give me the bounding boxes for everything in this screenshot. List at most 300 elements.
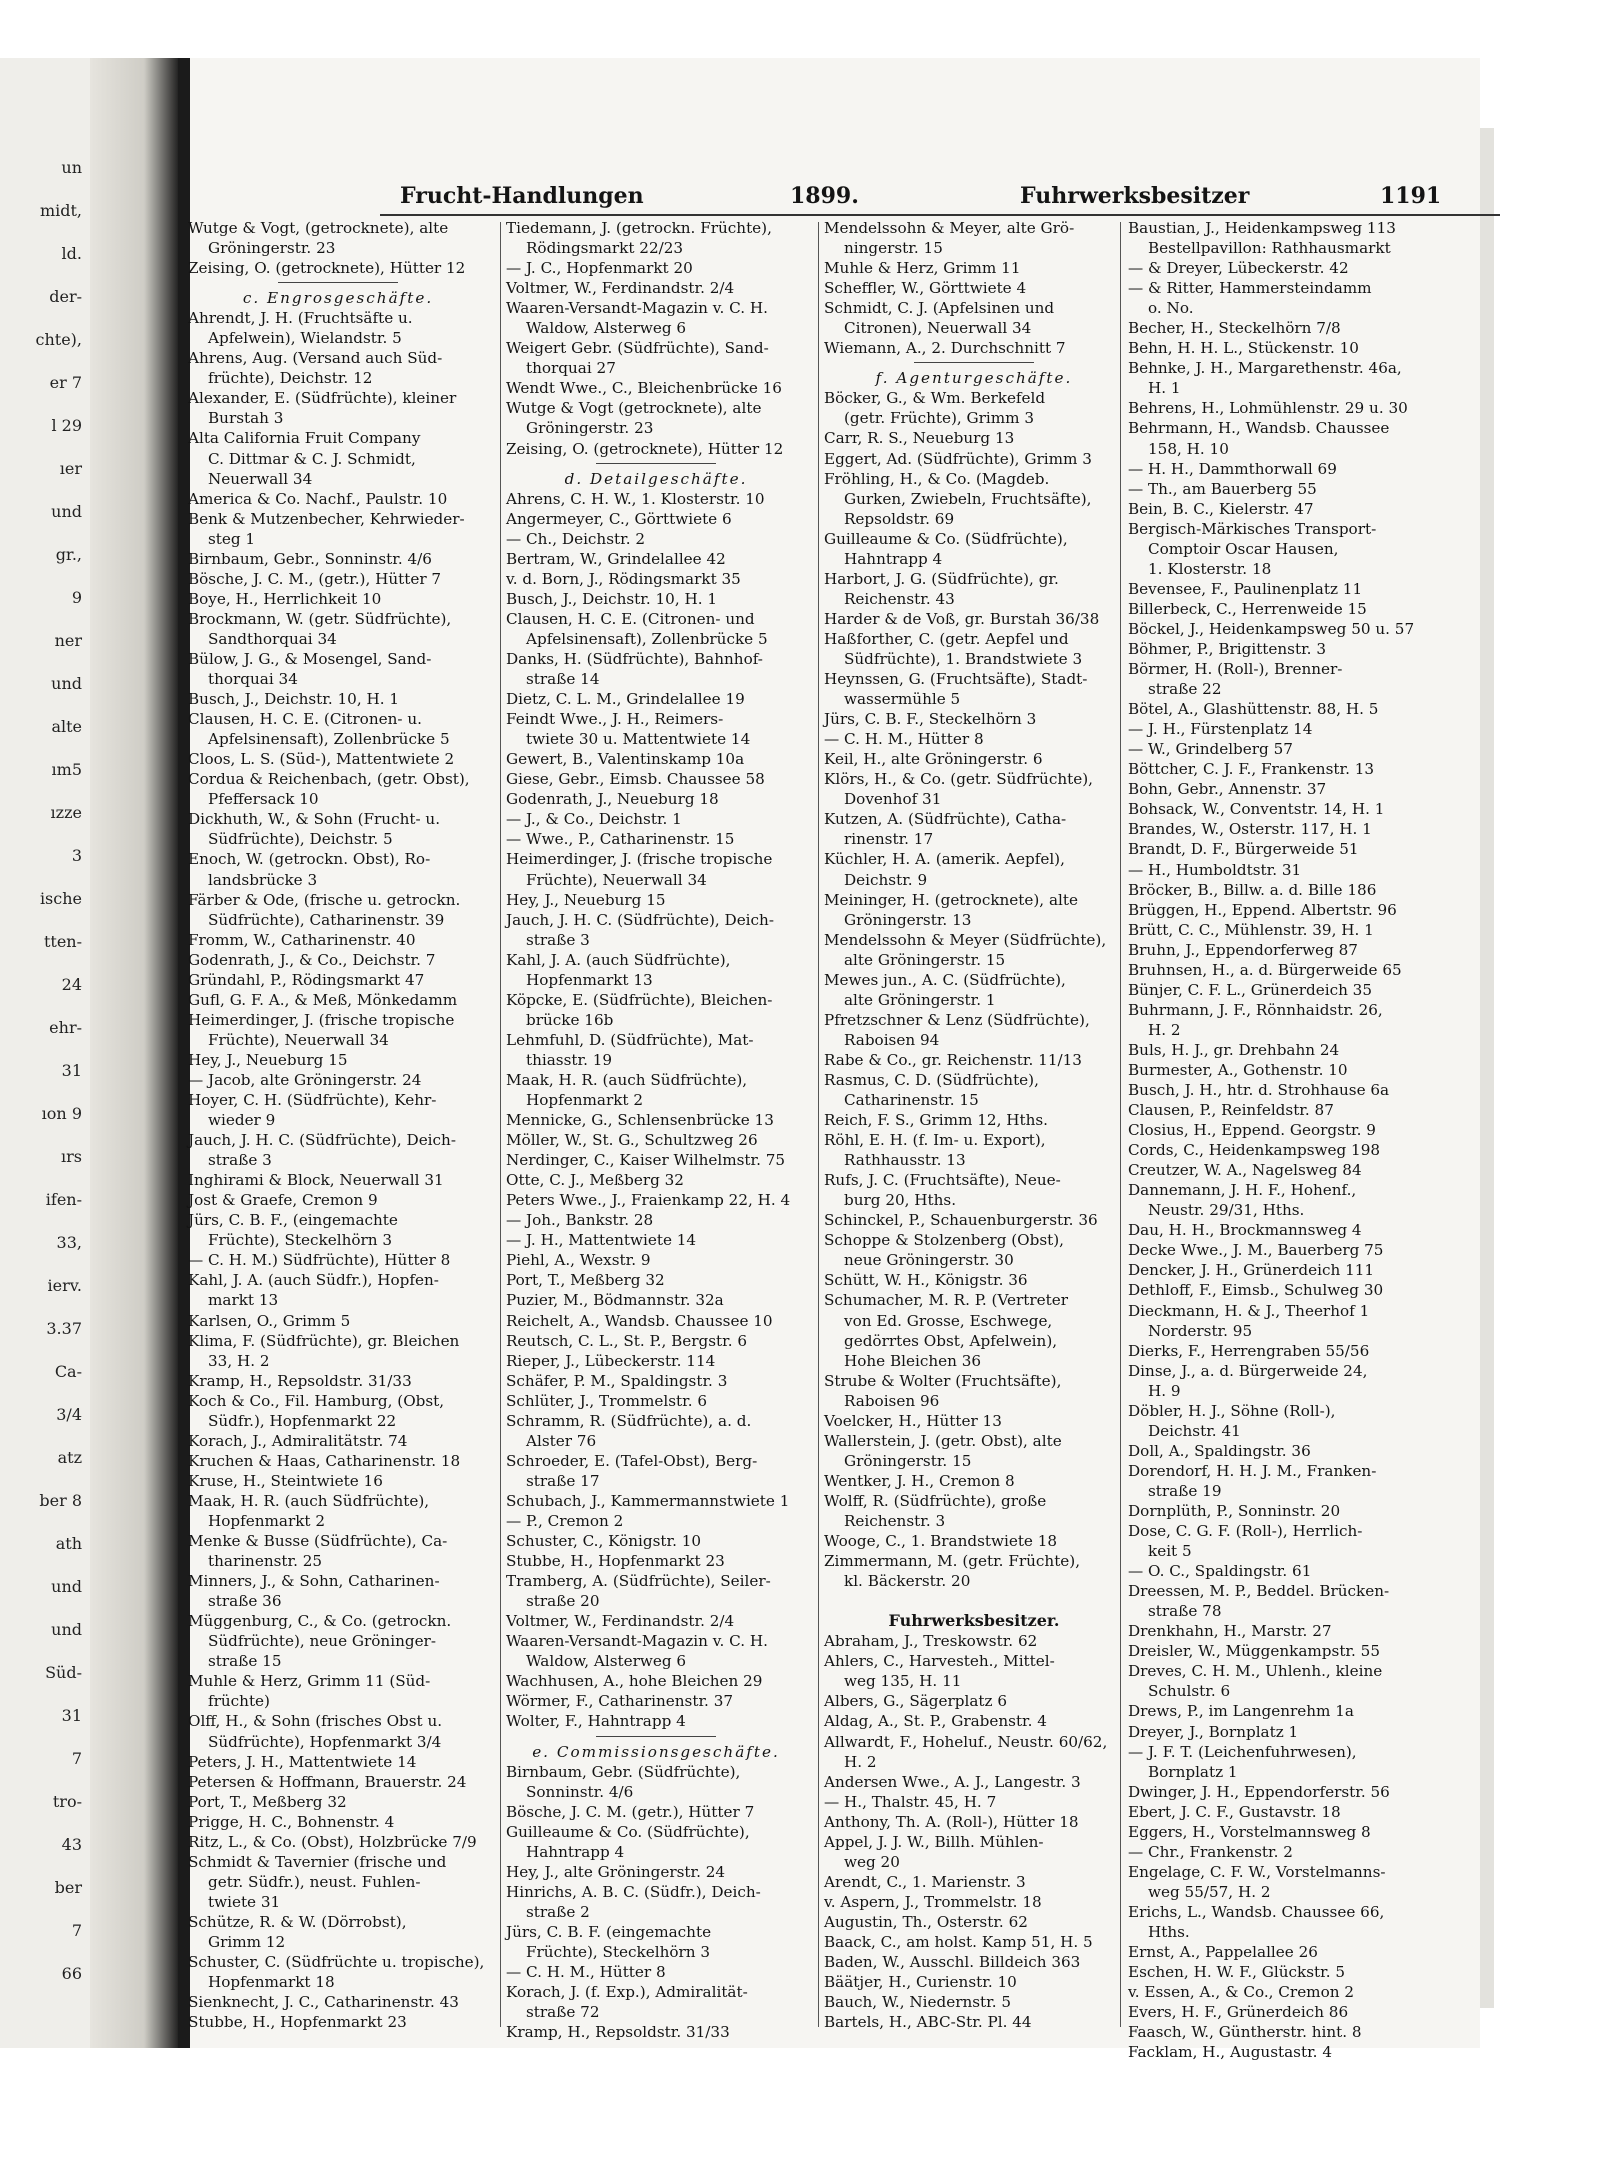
section-rule: [824, 358, 1124, 368]
directory-entry: Ahrens, Aug. (Versand auch Süd-: [188, 349, 443, 368]
directory-entry: Böttcher, C. J. F., Frankenstr. 13: [1128, 760, 1375, 779]
directory-entry: Koch & Co., Fil. Hamburg, (Obst,: [188, 1391, 445, 1410]
directory-entry: Ernst, A., Pappelallee 26: [1128, 1943, 1318, 1962]
entry-continuation: kl. Bäckerstr. 20: [844, 1572, 971, 1591]
facing-page-fragment: und: [51, 1577, 82, 1596]
entry-continuation: von Ed. Grosse, Eschwege,: [844, 1311, 1053, 1330]
directory-entry: Bünjer, C. F. L., Grünerdeich 35: [1128, 980, 1373, 999]
page-number: 1191: [1380, 183, 1442, 209]
entry-continuation: markt 13: [208, 1291, 279, 1310]
entry-continuation: Deichstr. 9: [844, 870, 928, 889]
directory-entry: Korach, J., Admiralitätstr. 74: [188, 1431, 408, 1450]
entry-continuation: Neuerwall 34: [208, 469, 313, 488]
directory-entry: Schuster, C., Königstr. 10: [506, 1532, 702, 1551]
entry-continuation: Hopfenmarkt 13: [526, 970, 653, 989]
entry-continuation: (getr. Früchte), Grimm 3: [844, 409, 1035, 428]
directory-entry: Weigert Gebr. (Südfrüchte), Sand-: [506, 339, 769, 358]
directory-entry: Petersen & Hoffmann, Brauerstr. 24: [188, 1772, 467, 1791]
directory-entry: — W., Grindelberg 57: [1128, 740, 1293, 759]
directory-entry: Cords, C., Heidenkampsweg 198: [1128, 1141, 1381, 1160]
directory-entry: Mendelssohn & Meyer (Südfrüchte),: [824, 930, 1107, 949]
directory-entry: v. Aspern, J., Trommelstr. 18: [824, 1892, 1042, 1911]
directory-entry: Billerbeck, C., Herrenweide 15: [1128, 599, 1367, 618]
header-section-right: Fuhrwerksbesitzer: [1020, 183, 1250, 209]
directory-entry: Feindt Wwe., J. H., Reimers-: [506, 710, 724, 729]
facing-page-fragment: 31: [61, 1061, 82, 1080]
directory-entry: — C. H. M.) Südfrüchte), Hütter 8: [188, 1251, 451, 1270]
facing-page-fragment: ım5: [51, 760, 82, 779]
entry-continuation: Früchte), Steckelhörn 3: [526, 1942, 711, 1961]
directory-entry: Piehl, A., Wexstr. 9: [506, 1251, 651, 1270]
directory-entry: Brockmann, W. (getr. Südfrüchte),: [188, 609, 452, 628]
facing-page-fragment: chte),: [35, 330, 82, 349]
directory-entry: — H., Thalstr. 45, H. 7: [824, 1792, 997, 1811]
section-rule: [506, 1732, 806, 1742]
entry-continuation: Alster 76: [526, 1431, 597, 1450]
entry-continuation: Südfrüchte), Hopfenmarkt 3/4: [208, 1732, 442, 1751]
directory-entry: Hinrichs, A. B. C. (Südfr.), Deich-: [506, 1882, 761, 1901]
directory-entry: Gewert, B., Valentinskamp 10a: [506, 750, 745, 769]
directory-entry: Heimerdinger, J. (frische tropische: [188, 1010, 455, 1029]
entry-continuation: straße 3: [526, 930, 590, 949]
entry-continuation: Norderstr. 95: [1148, 1321, 1253, 1340]
entry-continuation: Apfelsinensaft), Zollenbrücke 5: [526, 629, 768, 648]
directory-entry: Bohsack, W., Conventstr. 14, H. 1: [1128, 800, 1385, 819]
facing-page-fragment: Süd-: [45, 1663, 82, 1682]
directory-entry: — Chr., Frankenstr. 2: [1128, 1842, 1293, 1861]
entry-continuation: straße 17: [526, 1471, 600, 1490]
directory-entry: Dose, C. G. F. (Roll-), Herrlich-: [1128, 1522, 1363, 1541]
directory-entry: Tramberg, A. (Südfrüchte), Seiler-: [506, 1572, 771, 1591]
entry-continuation: Repsoldstr. 69: [844, 509, 955, 528]
directory-entry: Dornplüth, P., Sonninstr. 20: [1128, 1502, 1341, 1520]
directory-entry: — & Ritter, Hammersteindamm: [1128, 279, 1372, 298]
directory-entry: Fromm, W., Catharinenstr. 40: [188, 930, 416, 949]
directory-entry: Giese, Gebr., Eimsb. Chaussee 58: [506, 770, 765, 789]
directory-entry: Bösche, J. C. M., (getr.), Hütter 7: [188, 569, 442, 588]
entry-continuation: 158, H. 10: [1148, 439, 1229, 458]
facing-page-fragment: ıer: [59, 459, 82, 478]
entry-continuation: wieder 9: [208, 1111, 276, 1130]
entry-continuation: Gröningerstr. 23: [208, 239, 336, 258]
header-rule: [380, 214, 1500, 216]
directory-entry: Wallerstein, J. (getr. Obst), alte: [824, 1431, 1062, 1450]
directory-entry: Birnbaum, Gebr., Sonninstr. 4/6: [188, 549, 432, 568]
directory-entry: Kahl, J. A. (auch Südfrüchte),: [506, 950, 731, 969]
directory-entry: Baustian, J., Heidenkampsweg 113: [1128, 219, 1396, 237]
directory-entry: Döbler, H. J., Söhne (Roll-),: [1128, 1401, 1336, 1420]
directory-entry: — J. C., Hopfenmarkt 20: [506, 259, 693, 278]
directory-entry: — C. H. M., Hütter 8: [824, 730, 984, 749]
directory-entry: Prigge, H. C., Bohnenstr. 4: [188, 1812, 395, 1831]
entry-continuation: thorquai 27: [526, 359, 616, 378]
directory-entry: Harbort, J. G. (Südfrüchte), gr.: [824, 569, 1059, 588]
directory-entry: Eggers, H., Vorstelmannsweg 8: [1128, 1822, 1371, 1841]
directory-entry: Schütze, R. & W. (Dörrobst),: [188, 1912, 407, 1931]
directory-entry: Rieper, J., Lübeckerstr. 114: [506, 1351, 716, 1370]
directory-entry: Arendt, C., 1. Marienstr. 3: [824, 1872, 1026, 1891]
directory-entry: Ritz, L., & Co. (Obst), Holzbrücke 7/9: [188, 1832, 477, 1851]
directory-entry: — H., Humboldtstr. 31: [1128, 860, 1302, 879]
directory-entry: Cloos, L. S. (Süd-), Mattentwiete 2: [188, 750, 455, 769]
entry-continuation: H. 2: [1148, 1020, 1181, 1039]
directory-entry: Bergisch-Märkisches Transport-: [1128, 519, 1377, 538]
directory-entry: v. Essen, A., & Co., Cremon 2: [1128, 1983, 1354, 2002]
directory-entry: Dencker, J. H., Grünerdeich 111: [1128, 1261, 1375, 1280]
facing-page-fragment: ızze: [50, 803, 82, 822]
directory-entry: Kahl, J. A. (auch Südfr.), Hopfen-: [188, 1271, 439, 1290]
entry-continuation: früchte), Deichstr. 12: [208, 369, 373, 388]
directory-entry: Jost & Graefe, Cremon 9: [188, 1191, 378, 1210]
directory-entry: Cordua & Reichenbach, (getr. Obst),: [188, 770, 470, 789]
facing-page-fragment: ber 8: [39, 1491, 82, 1510]
directory-entry: Dreves, C. H. M., Uhlenh., kleine: [1128, 1662, 1383, 1681]
directory-entry: Albers, G., Sägerplatz 6: [824, 1692, 1007, 1711]
directory-entry: Mendelssohn & Meyer, alte Grö-: [824, 219, 1075, 237]
facing-page-fragment: 33,: [56, 1233, 82, 1252]
directory-entry: Zimmermann, M. (getr. Früchte),: [824, 1552, 1081, 1571]
directory-entry: Dierks, F., Herrengraben 55/56: [1128, 1341, 1370, 1360]
entry-continuation: Hths.: [1148, 1922, 1190, 1941]
directory-entry: Wolff, R. (Südfrüchte), große: [824, 1491, 1047, 1510]
directory-entry: Zeising, O. (getrocknete), Hütter 12: [506, 439, 784, 458]
directory-entry: Doll, A., Spaldingstr. 36: [1128, 1441, 1311, 1460]
directory-entry: Heimerdinger, J. (frische tropische: [506, 850, 773, 869]
facing-page-fragment: ische: [39, 889, 82, 908]
directory-entry: Köpcke, E. (Südfrüchte), Bleichen-: [506, 990, 773, 1009]
entry-continuation: früchte): [208, 1692, 270, 1711]
directory-entry: Bröcker, B., Billw. a. d. Bille 186: [1128, 880, 1377, 899]
directory-entry: — H. H., Dammthorwall 69: [1128, 459, 1337, 478]
directory-entry: Dorendorf, H. H. J. M., Franken-: [1128, 1461, 1377, 1480]
directory-entry: Engelage, C. F. W., Vorstelmanns-: [1128, 1862, 1386, 1881]
entry-continuation: straße 14: [526, 670, 600, 689]
directory-entry: Tiedemann, J. (getrockn. Früchte),: [506, 219, 772, 237]
directory-entry: Fröhling, H., & Co. (Magdeb.: [824, 469, 1050, 488]
directory-entry: Mennicke, G., Schlensenbrücke 13: [506, 1111, 774, 1130]
directory-entry: Keil, H., alte Gröningerstr. 6: [824, 750, 1043, 769]
directory-entry: Küchler, H. A. (amerik. Aepfel),: [824, 850, 1065, 869]
directory-entry: Buls, H. J., gr. Drehbahn 24: [1128, 1040, 1340, 1059]
directory-entry: Faasch, W., Güntherstr. hint. 8: [1128, 2023, 1362, 2042]
directory-entry: Ahlers, C., Harvesteh., Mittel-: [824, 1652, 1055, 1671]
directory-entry: Voltmer, W., Ferdinandstr. 2/4: [506, 1612, 735, 1631]
entry-continuation: Raboisen 94: [844, 1030, 940, 1049]
directory-entry: Dau, H. H., Brockmannsweg 4: [1128, 1221, 1362, 1240]
entry-continuation: Apfelsinensaft), Zollenbrücke 5: [208, 730, 450, 749]
directory-entry: Dickhuth, W., & Sohn (Frucht- u.: [188, 810, 441, 829]
section-heading: f. Agenturgeschäfte.: [875, 369, 1073, 388]
directory-entry: Bertram, W., Grindelallee 42: [506, 549, 726, 568]
entry-continuation: alte Gröningerstr. 15: [844, 950, 1006, 969]
entry-continuation: alte Gröningerstr. 1: [844, 990, 996, 1009]
entry-continuation: C. Dittmar & C. J. Schmidt,: [208, 449, 416, 468]
directory-entry: Maak, H. R. (auch Südfrüchte),: [506, 1070, 748, 1089]
entry-continuation: weg 20: [844, 1852, 900, 1871]
directory-entry: Wutge & Vogt (getrocknete), alte: [506, 399, 762, 418]
directory-entry: Behrmann, H., Wandsb. Chaussee: [1128, 419, 1390, 438]
directory-entry: Dannemann, J. H. F., Hohenf.,: [1128, 1181, 1357, 1200]
entry-continuation: Citronen), Neuerwall 34: [844, 319, 1032, 338]
directory-entry: Clausen, H. C. E. (Citronen- u.: [188, 710, 422, 729]
entry-continuation: Bestellpavillon: Rathhausmarkt: [1148, 239, 1391, 258]
directory-entry: Dreisler, W., Müggenkampstr. 55: [1128, 1642, 1380, 1661]
entry-continuation: Früchte), Neuerwall 34: [208, 1030, 389, 1049]
entry-continuation: Hopfenmarkt 18: [208, 1973, 335, 1992]
directory-entry: Reutsch, C. L., St. P., Bergstr. 6: [506, 1331, 748, 1350]
directory-entry: Allwardt, F., Hoheluf., Neustr. 60/62,: [824, 1732, 1108, 1751]
entry-continuation: twiete 31: [208, 1892, 281, 1911]
directory-entry: Karlsen, O., Grimm 5: [188, 1311, 351, 1330]
facing-page-fragment: gr.,: [55, 545, 82, 564]
book-gutter: [90, 58, 180, 2048]
entry-continuation: H. 1: [1148, 379, 1181, 398]
entry-continuation: Waldow, Alsterweg 6: [526, 1652, 687, 1671]
directory-entry: Peters, J. H., Mattentwiete 14: [188, 1752, 417, 1771]
directory-entry: Gründahl, P., Rödingsmarkt 47: [188, 970, 425, 989]
directory-entry: — C. H. M., Hütter 8: [506, 1963, 666, 1982]
directory-entry: Carr, R. S., Neueburg 13: [824, 429, 1015, 448]
spacer: [824, 1591, 1124, 1611]
directory-entry: Börmer, H. (Roll-), Brenner-: [1128, 660, 1343, 679]
facing-page-fragment: ber: [54, 1878, 82, 1897]
entry-continuation: Rödingsmarkt 22/23: [526, 239, 684, 258]
entry-continuation: keit 5: [1148, 1542, 1192, 1561]
directory-entry: Lehmfuhl, D. (Südfrüchte), Mat-: [506, 1030, 754, 1049]
entry-continuation: Hahntrapp 4: [844, 549, 943, 568]
directory-entry: Möller, W., St. G., Schultzweg 26: [506, 1131, 758, 1150]
directory-entry: Alta California Fruit Company: [188, 429, 421, 448]
directory-entry: — O. C., Spaldingstr. 61: [1128, 1562, 1312, 1581]
facing-page-fragment: tten-: [43, 932, 82, 951]
directory-entry: Muhle & Herz, Grimm 11 (Süd-: [188, 1672, 431, 1691]
running-header: [210, 183, 1442, 213]
directory-entry: Eggert, Ad. (Südfrüchte), Grimm 3: [824, 449, 1092, 468]
directory-entry: Reichelt, A., Wandsb. Chaussee 10: [506, 1311, 773, 1330]
directory-entry: Stubbe, H., Hopfenmarkt 23: [188, 2013, 407, 2032]
entry-continuation: straße 22: [1148, 680, 1222, 699]
directory-entry: Andersen Wwe., A. J., Langestr. 3: [824, 1772, 1081, 1791]
directory-entry: Puzier, M., Bödmannstr. 32a: [506, 1291, 724, 1310]
directory-entry: Schmidt, C. J. (Apfelsinen und: [824, 299, 1055, 318]
directory-entry: Busch, J., Deichstr. 10, H. 1: [506, 589, 718, 608]
directory-entry: Bruhn, J., Eppendorferweg 87: [1128, 940, 1358, 959]
directory-entry: Dreyer, J., Bornplatz 1: [1128, 1722, 1299, 1741]
directory-entry: Behn, H. H. L., Stückenstr. 10: [1128, 339, 1359, 358]
directory-entry: Bösche, J. C. M. (getr.), Hütter 7: [506, 1802, 755, 1821]
directory-entry: Stubbe, H., Hopfenmarkt 23: [506, 1552, 725, 1571]
entry-continuation: Südfrüchte), neue Gröninger-: [208, 1632, 436, 1651]
directory-entry: Busch, J., Deichstr. 10, H. 1: [188, 690, 400, 709]
facing-page-fragment: 9: [71, 588, 82, 607]
directory-entry: Decke Wwe., J. M., Bauerberg 75: [1128, 1241, 1384, 1260]
facing-page-fragment: 3/4: [56, 1405, 82, 1424]
directory-entry: Bohn, Gebr., Annenstr. 37: [1128, 780, 1327, 799]
directory-entry: Kruchen & Haas, Catharinenstr. 18: [188, 1451, 461, 1470]
directory-entry: Schütt, W. H., Königstr. 36: [824, 1271, 1028, 1290]
entry-continuation: Comptoir Oscar Hausen,: [1148, 539, 1339, 558]
directory-entry: Kramp, H., Repsoldstr. 31/33: [188, 1371, 412, 1390]
directory-entry: Guilleaume & Co. (Südfrüchte),: [824, 529, 1068, 548]
directory-entry: Färber & Ode, (frische u. getrockn.: [188, 890, 461, 909]
directory-entry: Röhl, E. H. (f. Im- u. Export),: [824, 1131, 1046, 1150]
facing-page-fragment: der-: [49, 287, 82, 306]
directory-entry: — J. H., Fürstenplatz 14: [1128, 720, 1313, 739]
directory-entry: Strube & Wolter (Fruchtsäfte),: [824, 1371, 1062, 1390]
directory-column-4: [1128, 218, 1428, 2062]
entry-continuation: 33, H. 2: [208, 1351, 270, 1370]
entry-continuation: Hopfenmarkt 2: [208, 1512, 326, 1530]
section-heading: e. Commissionsgeschäfte.: [532, 1742, 780, 1761]
directory-entry: Rufs, J. C. (Fruchtsäfte), Neue-: [824, 1171, 1061, 1190]
directory-entry: Creutzer, W. A., Nagelsweg 84: [1128, 1161, 1362, 1180]
directory-entry: Bauch, W., Niedernstr. 5: [824, 1993, 1012, 2012]
entry-continuation: H. 2: [844, 1752, 877, 1771]
entry-continuation: thorquai 34: [208, 670, 298, 689]
directory-entry: Schoppe & Stolzenberg (Obst),: [824, 1231, 1064, 1250]
facing-page-fragment: ierv.: [47, 1276, 82, 1295]
entry-continuation: straße 15: [208, 1652, 282, 1671]
entry-continuation: thiasstr. 19: [526, 1050, 613, 1069]
entry-continuation: ningerstr. 15: [844, 239, 943, 258]
entry-continuation: Hahntrapp 4: [526, 1842, 625, 1861]
directory-entry: Sienknecht, J. C., Catharinenstr. 43: [188, 1993, 459, 2012]
directory-entry: Godenrath, J., & Co., Deichstr. 7: [188, 950, 436, 969]
entry-continuation: twiete 30 u. Mattentwiete 14: [526, 730, 751, 749]
entry-continuation: Grimm 12: [208, 1932, 286, 1951]
facing-page-fragment: ner: [54, 631, 82, 650]
directory-entry: Maak, H. R. (auch Südfrüchte),: [188, 1491, 430, 1510]
directory-entry: — Joh., Bankstr. 28: [506, 1211, 654, 1230]
directory-column-3: [824, 218, 1124, 2048]
entry-continuation: rinenstr. 17: [844, 830, 934, 849]
directory-entry: Dietz, C. L. M., Grindelallee 19: [506, 690, 745, 709]
entry-continuation: gedörrtes Obst, Apfelwein),: [844, 1331, 1058, 1350]
directory-entry: Wutge & Vogt, (getrocknete), alte: [188, 219, 449, 237]
directory-entry: Pfretzschner & Lenz (Südfrüchte),: [824, 1010, 1090, 1029]
entry-continuation: Sonninstr. 4/6: [526, 1782, 634, 1801]
facing-page-fragment: ath: [55, 1534, 82, 1553]
directory-entry: Burmester, A., Gothenstr. 10: [1128, 1060, 1348, 1079]
header-section-left: Frucht-Handlungen: [400, 183, 644, 209]
directory-entry: Olff, H., & Sohn (frisches Obst u.: [188, 1712, 443, 1731]
entry-continuation: Neustr. 29/31, Hths.: [1148, 1201, 1305, 1220]
directory-entry: Schlüter, J., Trommelstr. 6: [506, 1391, 708, 1410]
entry-continuation: Sandthorquai 34: [208, 629, 337, 648]
entry-continuation: tharinenstr. 25: [208, 1552, 323, 1571]
directory-entry: — Wwe., P., Catharinenstr. 15: [506, 830, 735, 849]
entry-continuation: straße 20: [526, 1592, 600, 1611]
entry-continuation: Hopfenmarkt 2: [526, 1091, 644, 1110]
directory-entry: Behrens, H., Lohmühlenstr. 29 u. 30: [1128, 399, 1408, 418]
directory-entry: Wolter, F., Hahntrapp 4: [506, 1712, 686, 1731]
directory-entry: Enoch, W. (getrockn. Obst), Ro-: [188, 850, 431, 869]
entry-continuation: steg 1: [208, 529, 256, 548]
directory-entry: Brütt, C. C., Mühlenstr. 39, H. 1: [1128, 920, 1374, 939]
entry-continuation: straße 3: [208, 1151, 272, 1170]
directory-entry: Bäätjer, H., Curienstr. 10: [824, 1973, 1017, 1992]
entry-continuation: Rathhausstr. 13: [844, 1151, 966, 1170]
directory-entry: — Jacob, alte Gröningerstr. 24: [188, 1070, 422, 1089]
directory-entry: Wendt Wwe., C., Bleichenbrücke 16: [506, 379, 782, 398]
directory-entry: Klörs, H., & Co. (getr. Südfrüchte),: [824, 770, 1093, 789]
entry-continuation: Südfrüchte), Catharinenstr. 39: [208, 910, 445, 929]
entry-continuation: straße 2: [526, 1902, 590, 1921]
section-heading: c. Engrosgeschäfte.: [242, 289, 434, 308]
facing-page-fragment: un: [61, 158, 82, 177]
entry-continuation: Südfrüchte), Deichstr. 5: [208, 830, 393, 849]
directory-entry: Schmidt & Tavernier (frische und: [188, 1852, 447, 1871]
entry-continuation: Dovenhof 31: [844, 790, 942, 809]
directory-entry: Behnke, J. H., Margarethenstr. 46a,: [1128, 359, 1402, 378]
facing-page-fragment: 7: [71, 1749, 82, 1768]
directory-entry: Bevensee, F., Paulinenplatz 11: [1128, 579, 1363, 598]
entry-continuation: Burstah 3: [208, 409, 284, 428]
facing-page-fragment: ld.: [61, 244, 82, 263]
entry-continuation: Südfrüchte), 1. Brandstwiete 3: [844, 649, 1083, 668]
directory-entry: Dinse, J., a. d. Bürgerweide 24,: [1128, 1361, 1368, 1380]
directory-entry: Schuster, C. (Südfrüchte u. tropische),: [188, 1953, 485, 1972]
directory-entry: Augustin, Th., Osterstr. 62: [824, 1912, 1028, 1931]
directory-entry: Ahrendt, J. H. (Fruchtsäfte u.: [188, 309, 413, 328]
directory-entry: Benk & Mutzenbecher, Kehrwieder-: [188, 509, 465, 528]
directory-entry: Guilleaume & Co. (Südfrüchte),: [506, 1822, 750, 1841]
directory-entry: Port, T., Meßberg 32: [188, 1792, 347, 1811]
directory-entry: Facklam, H., Augustastr. 4: [1128, 2043, 1332, 2062]
facing-page-edge: [0, 58, 180, 2048]
facing-page-fragment: er 7: [49, 373, 82, 392]
directory-entry: Jauch, J. H. C. (Südfrüchte), Deich-: [506, 910, 774, 929]
directory-entry: Jauch, J. H. C. (Südfrüchte), Deich-: [188, 1131, 456, 1150]
facing-page-fragment: alte: [51, 717, 82, 736]
directory-entry: Muhle & Herz, Grimm 11: [824, 259, 1021, 278]
directory-entry: Jürs, C. B. F., (eingemachte: [188, 1211, 398, 1230]
entry-continuation: Schulstr. 6: [1148, 1682, 1231, 1701]
facing-page-fragment: atz: [57, 1448, 82, 1467]
directory-entry: Hey, J., alte Gröningerstr. 24: [506, 1862, 726, 1881]
directory-entry: Waaren-Versandt-Magazin v. C. H.: [506, 1632, 768, 1651]
directory-entry: Buhrmann, J. F., Rönnhaidstr. 26,: [1128, 1000, 1383, 1019]
directory-entry: Minners, J., & Sohn, Catharinen-: [188, 1572, 440, 1591]
directory-entry: Korach, J. (f. Exp.), Admiralität-: [506, 1983, 748, 2002]
facing-page-fragment: ehr-: [49, 1018, 82, 1037]
directory-entry: Kruse, H., Steintwiete 16: [188, 1471, 383, 1490]
major-heading: Fuhrwerksbesitzer.: [888, 1611, 1060, 1631]
directory-entry: Waaren-Versandt-Magazin v. C. H.: [506, 299, 768, 318]
entry-continuation: burg 20, Hths.: [844, 1191, 957, 1210]
entry-continuation: Gröningerstr. 15: [844, 1451, 972, 1470]
directory-entry: Brüggen, H., Eppend. Albertstr. 96: [1128, 900, 1397, 919]
directory-entry: Schroeder, E. (Tafel-Obst), Berg-: [506, 1451, 758, 1470]
directory-entry: Haßforther, C. (getr. Aepfel und: [824, 629, 1069, 648]
header-year: 1899.: [790, 183, 859, 209]
facing-page-fragment: und: [51, 674, 82, 693]
directory-entry: Bülow, J. G., & Mosengel, Sand-: [188, 649, 432, 668]
entry-continuation: neue Gröningerstr. 30: [844, 1251, 1014, 1270]
entry-continuation: wassermühle 5: [844, 690, 961, 709]
directory-entry: Harder & de Voß, gr. Burstah 36/38: [824, 609, 1100, 628]
entry-continuation: Reichenstr. 3: [844, 1512, 946, 1530]
directory-entry: Dieckmann, H. & J., Theerhof 1: [1128, 1301, 1370, 1320]
facing-page-fragment: tro-: [52, 1792, 82, 1811]
directory-entry: Voltmer, W., Ferdinandstr. 2/4: [506, 279, 735, 298]
entry-continuation: straße 19: [1148, 1481, 1222, 1500]
entry-continuation: straße 78: [1148, 1602, 1222, 1621]
directory-entry: Rabe & Co., gr. Reichenstr. 11/13: [824, 1050, 1082, 1069]
entry-continuation: o. No.: [1148, 299, 1194, 318]
directory-entry: Ebert, J. C. F., Gustavstr. 18: [1128, 1802, 1341, 1821]
directory-entry: Hey, J., Neueburg 15: [188, 1050, 348, 1069]
